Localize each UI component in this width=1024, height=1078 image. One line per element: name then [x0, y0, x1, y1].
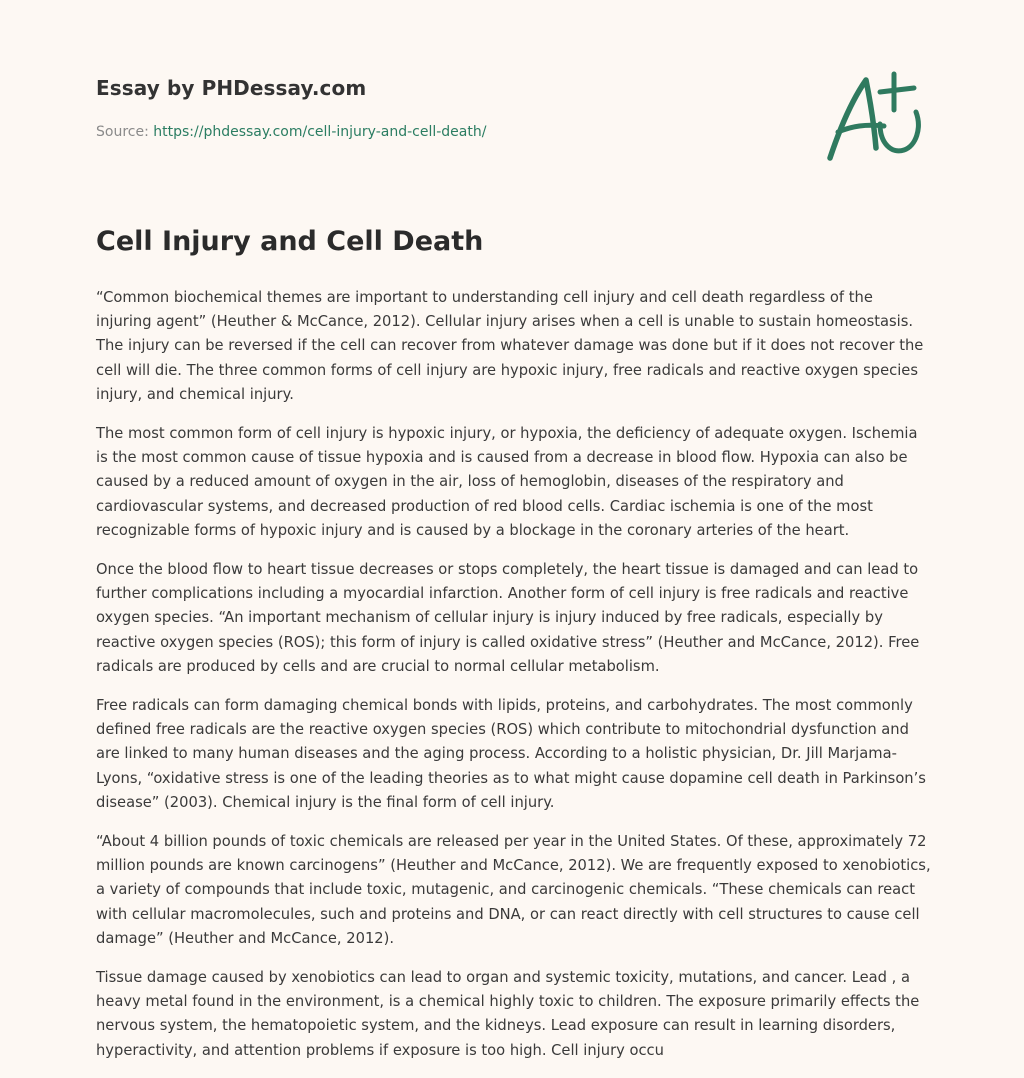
essay-paragraph: “Common biochemical themes are important to understanding cell injury and cell death regardless of the injuring agent” (Heuther & McCance, 2012). Cellular injury arises when a cell is unable to sustain homeostasis. The injury can be reversed if the cell can recover from whatever damage was done but if it does not recover the cell will die. The three common forms of cell injury are hypoxic injury, free radicals and reactive oxygen species injury, and chemical injury.: [96, 289, 924, 403]
essay-body: [96, 286, 932, 1078]
a-plus-logo-icon: [818, 66, 930, 166]
essay-paragraph: Tissue damage caused by xenobiotics can lead to organ and systemic toxicity, mutations, and cancer. Lead , a heavy metal found in the environment, is a chemical highly toxic to children. The exposure primarily effects the nervous system, the hematopoietic system, and the kidneys. Lead exposure can result in learning disorders, hyperactivity, and attention problems if exposure is too high. Cell injury occu: [96, 969, 920, 1059]
source-line: [96, 124, 486, 140]
source-link[interactable]: https://phdessay.com/cell-injury-and-cell-death/: [153, 124, 487, 140]
essay-paragraph: “About 4 billion pounds of toxic chemicals are released per year in the United States. Of these, approximately 72 million pounds are known carcinogens” (Heuther and McCance, 2012). We are frequently exposed to xenobiotics, a variety of compounds that include toxic, mutagenic, and carcinogenic chemicals. “These chemicals can react with cellular macromolecules, such and proteins and DNA, or can react directly with cell structures to cause cell damage” (Heuther and McCance, 2012).: [96, 833, 931, 947]
essay-paragraph: Once the blood flow to heart tissue decreases or stops completely, the heart tissue is damaged and can lead to further complications including a myocardial infarction. Another form of cell injury is free radicals and reactive oxygen species. “An important mechanism of cellular injury is injury induced by free radicals, especially by reactive oxygen species (ROS); this form of injury is called oxidative stress” (Heuther and McCance, 2012). Free radicals are produced by cells and are crucial to normal cellular metabolism.: [96, 561, 920, 675]
source-label: Source:: [96, 124, 154, 140]
site-brand: Essay by PHDessay.com: [96, 76, 367, 100]
essay-paragraph: The most common form of cell injury is hypoxic injury, or hypoxia, the deficiency of adequate oxygen. Ischemia is the most common cause of tissue hypoxia and is caused from a decrease in blood flow. Hypoxia can also be caused by a reduced amount of oxygen in the air, loss of hemoglobin, diseases of the respiratory and cardiovascular systems, and decreased production of red blood cells. Cardiac ischemia is one of the most recognizable forms of hypoxic injury and is caused by a blockage in the coronary arteries of the heart.: [96, 425, 918, 539]
essay-title: Cell Injury and Cell Death: [96, 226, 484, 257]
essay-paragraph: Free radicals can form damaging chemical bonds with lipids, proteins, and carbohydrates. The most commonly defined free radicals are the reactive oxygen species (ROS) which contribute to mitochondrial dysfunction and are linked to many human diseases and the aging process. According to a holistic physician, Dr. Jill Marjama-Lyons, “oxidative stress is one of the leading theories as to what might cause dopamine cell death in Parkinson’s disease” (2003). Chemical injury is the final form of cell injury.: [96, 697, 926, 811]
